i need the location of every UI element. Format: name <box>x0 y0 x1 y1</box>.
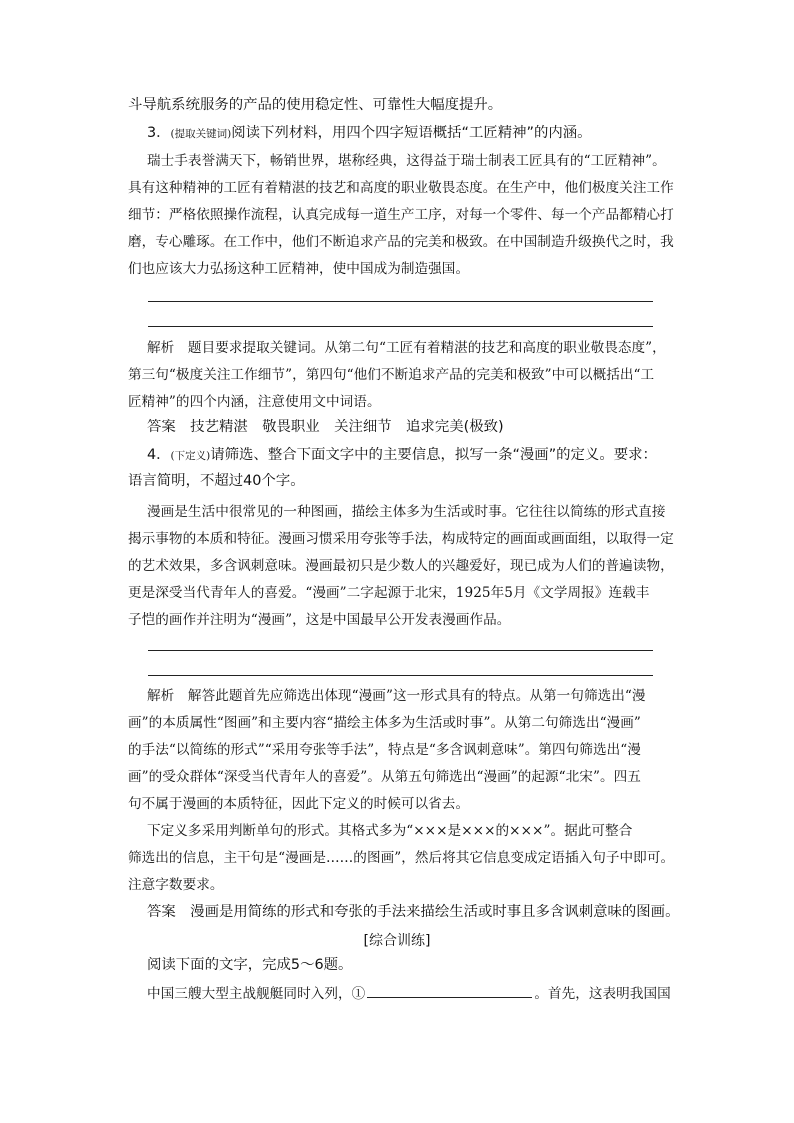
analysis-line: 下定义多采用判断单句的形式。其格式多为“×××是×××的×××”。据此可整合 <box>147 823 633 839</box>
question-4 <box>147 445 657 466</box>
question-text: 语言简明，不超过40个字。 <box>128 473 305 489</box>
passage-text: 中国三艘大型主战舰艇同时入列，① <box>147 986 366 1002</box>
passage-line: 细节：严格依照操作流程，认真完成每一道生产工序，对每一个零件、每一个产品都精心打 <box>128 207 674 223</box>
question-tag: (下定义) <box>170 450 211 462</box>
fill-blank <box>367 985 532 998</box>
question-text: 阅读下列材料，用四个四字短语概括“工匠精神”的内涵。 <box>231 125 592 141</box>
answer-line <box>148 326 653 327</box>
passage-line: 磨，专心雕琢。在工作中，他们不断追求产品的完美和极致。在中国制造升级换代之时，我 <box>128 234 674 250</box>
question-tag: (提取关键词) <box>170 128 232 140</box>
text-line: 斗导航系统服务的产品的使用稳定性、可靠性大幅度提升。 <box>128 97 503 113</box>
passage-line: 的艺术效果，多含讽刺意味。漫画最初只是少数人的兴趣爱好，现已成为人们的普遍读物， <box>128 558 674 574</box>
question-text: 请筛选、整合下面文字中的主要信息，拟写一条“漫画”的定义。要求： <box>210 447 657 463</box>
analysis-line: 的手法“以简练的形式”“采用夸张等手法”，特点是“多含讽刺意味”。第四句筛选出“漫 <box>128 742 641 758</box>
analysis-line: 句不属于漫画的本质特征，因此下定义的时候可以省去。 <box>128 796 470 812</box>
passage-line: 具有这种精神的工匠有着精湛的技艺和高度的职业敬畏态度。在生产中，他们极度关注工作 <box>128 180 674 196</box>
analysis-line: 第三句“极度关注工作细节”，第四句“他们不断追求产品的完美和极致”中可以概括出“工 <box>128 367 655 383</box>
analysis-line: 解析 题目要求提取关键词。从第二句“工匠有着精湛的技艺和高度的职业敬畏态度”， <box>147 340 666 356</box>
answer-line <box>148 301 653 302</box>
analysis-line: 注意字数要求。 <box>128 877 224 893</box>
question-3 <box>147 123 592 144</box>
instruction-text: 阅读下面的文字，完成5～6题。 <box>147 957 353 973</box>
passage-line: 子恺的画作并注明为“漫画”，这是中国最早公开发表漫画作品。 <box>128 612 511 628</box>
section-heading: [综合训练] <box>363 933 431 949</box>
passage-line: 瑞士手表誉满天下，畅销世界，堪称经典，这得益于瑞士制表工匠具有的“工匠精神”。 <box>147 153 666 169</box>
passage-line: 们也应该大力弘扬这种工匠精神，使中国成为制造强国。 <box>128 261 470 277</box>
answer-text: 答案 漫画是用简练的形式和夸张的手法来描绘生活或时事且多含讽刺意味的图画。 <box>147 904 680 920</box>
analysis-line: 筛选出的信息，主干句是“漫画是……的图画”，然后将其它信息变成定语插入句子中即可。 <box>128 850 675 866</box>
passage-text: 。首先，这表明我国国 <box>534 986 671 1002</box>
answer-text: 答案 技艺精湛 敬畏职业 关注细节 追求完美(极致) <box>147 419 504 435</box>
analysis-line: 画”的受众群体“深受当代青年人的喜爱”。从第五句筛选出“漫画”的起源“北宋”。四五 <box>128 769 641 785</box>
analysis-line: 解析 解答此题首先应筛选出体现“漫画”这一形式具有的特点。从第一句筛选出“漫 <box>147 688 646 704</box>
passage-line: 更是深受当代青年人的喜爱。“漫画”二字起源于北宋，1925年5月《文学周报》连载丰 <box>128 585 650 601</box>
passage-line: 漫画是生活中很常见的一种图画，描绘主体多为生活或时事。它往往以简练的形式直接 <box>147 504 666 520</box>
answer-line <box>148 675 653 676</box>
passage-line <box>147 984 671 1004</box>
passage-line: 揭示事物的本质和特征。漫画习惯采用夸张等手法，构成特定的画面或画面组，以取得一定 <box>128 531 674 547</box>
answer-line <box>148 650 653 651</box>
analysis-line: 匠精神”的四个内涵，注意使用文中词语。 <box>128 394 381 410</box>
question-number: 4． <box>147 447 171 463</box>
question-number: 3． <box>147 125 171 141</box>
analysis-line: 画”的本质属性“图画”和主要内容“描绘主体多为生活或时事”。从第二句筛选出“漫画” <box>128 715 641 731</box>
